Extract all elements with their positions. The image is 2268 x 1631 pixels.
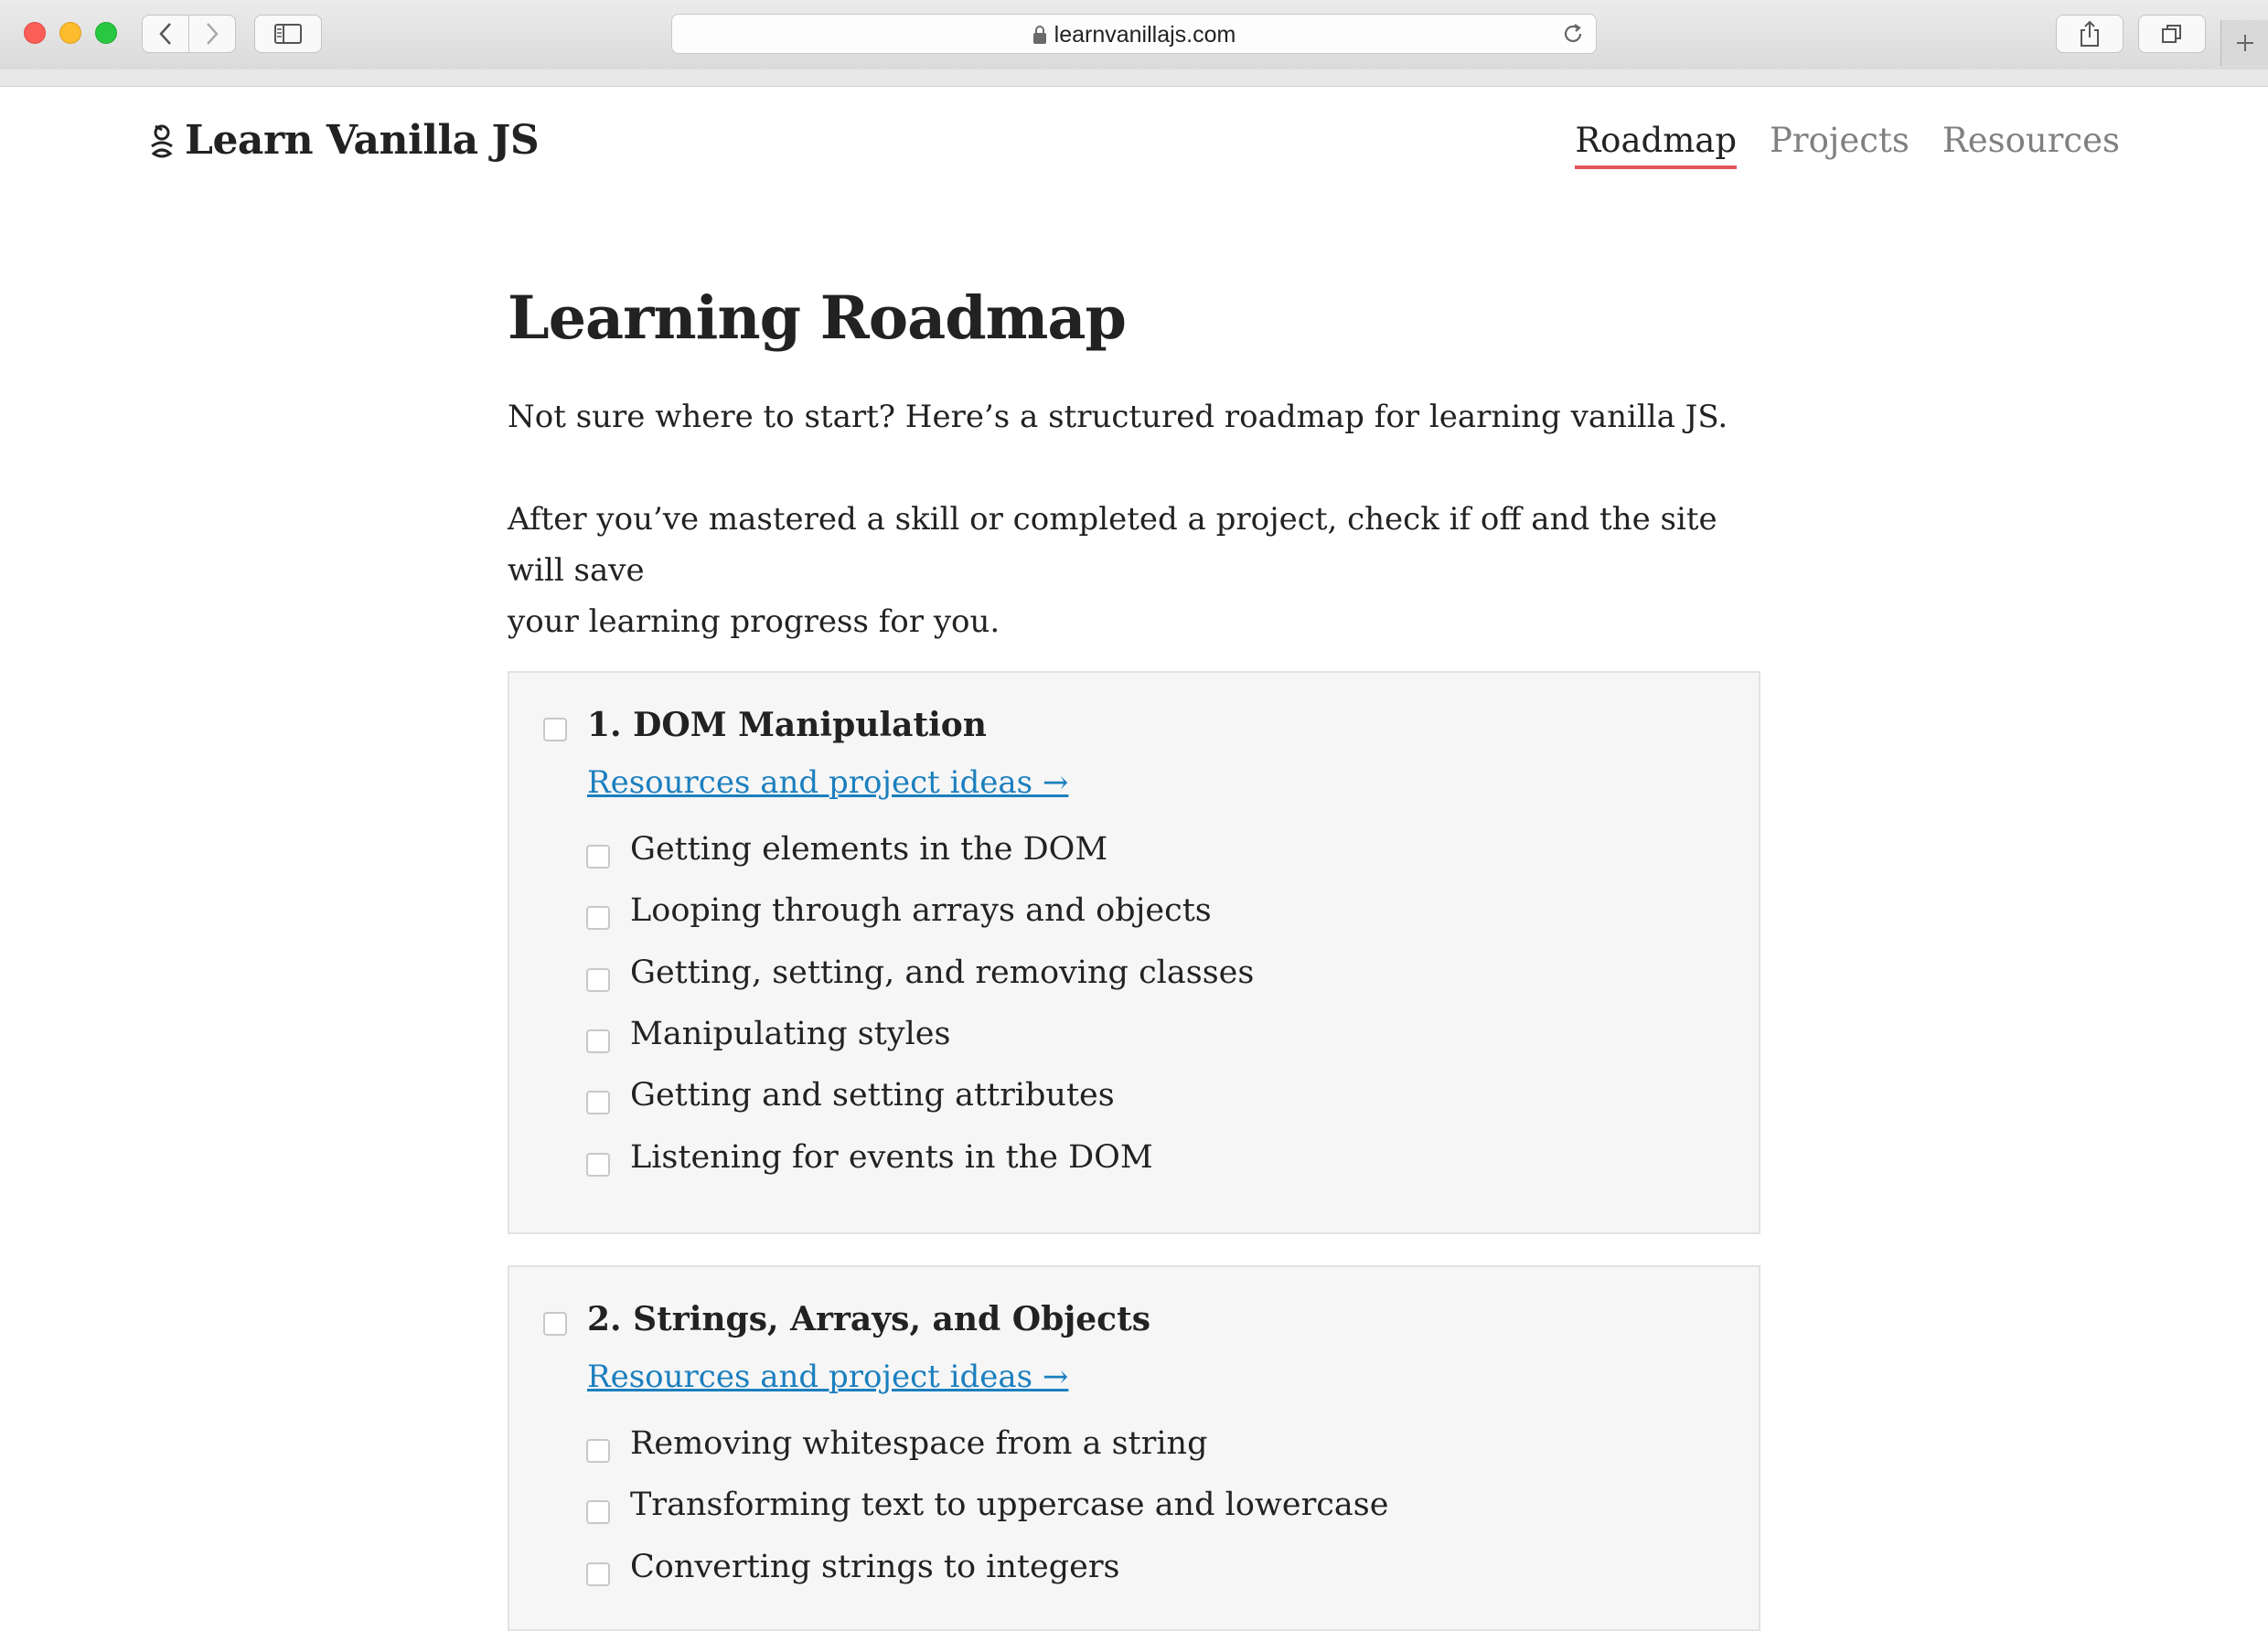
share-icon [2078, 20, 2102, 48]
section-title: 1. DOM Manipulation [587, 706, 987, 744]
list-item: Listening for events in the DOM [630, 1139, 1153, 1176]
reload-icon[interactable] [1561, 22, 1585, 46]
item-checkbox[interactable] [586, 1153, 610, 1177]
resources-link[interactable]: Resources and project ideas → [587, 1359, 1069, 1395]
close-window-button[interactable] [24, 22, 46, 44]
page-title: Learning Roadmap [508, 283, 1126, 353]
back-button[interactable] [142, 15, 189, 53]
item-checkbox[interactable] [586, 1500, 610, 1524]
list-item: Converting strings to integers [630, 1549, 1120, 1585]
tabs-icon [2160, 22, 2184, 46]
show-tabs-button[interactable] [2138, 15, 2206, 53]
vanilla-flower-icon [146, 123, 177, 159]
toolbar-divider [0, 69, 2268, 87]
instructions-line-2: your learning progress for you. [508, 603, 1000, 640]
section-checkbox[interactable] [543, 1312, 567, 1336]
section-title: 2. Strings, Arrays, and Objects [587, 1300, 1150, 1338]
lock-icon [1032, 25, 1047, 45]
item-checkbox[interactable] [586, 845, 610, 869]
section-card [508, 671, 1760, 1234]
sidebar-toggle-button[interactable] [254, 15, 322, 53]
new-tab-button[interactable] [2220, 20, 2268, 66]
plus-icon [2234, 32, 2256, 54]
item-checkbox[interactable] [586, 1439, 610, 1463]
address-bar[interactable] [671, 14, 1597, 54]
resources-link[interactable]: Resources and project ideas → [587, 764, 1069, 801]
instructions-line-1: After you’ve mastered a skill or completed a project, check if off and the site will save [508, 501, 1717, 589]
item-checkbox[interactable] [586, 1562, 610, 1586]
sidebar-icon [273, 23, 303, 45]
list-item: Getting elements in the DOM [630, 831, 1108, 868]
list-item: Manipulating styles [630, 1016, 951, 1052]
section-checkbox[interactable] [543, 718, 567, 741]
chevron-left-icon [157, 22, 174, 46]
list-item: Getting and setting attributes [630, 1077, 1115, 1114]
item-checkbox[interactable] [586, 1029, 610, 1053]
forward-button[interactable] [188, 15, 236, 53]
item-checkbox[interactable] [586, 1091, 610, 1114]
nav-resources[interactable]: Resources [1942, 121, 2120, 160]
site-title: Learn Vanilla JS [185, 117, 540, 164]
share-button[interactable] [2056, 15, 2124, 53]
item-checkbox[interactable] [586, 906, 610, 930]
zoom-window-button[interactable] [95, 22, 117, 44]
site-logo[interactable] [146, 117, 539, 164]
minimize-window-button[interactable] [59, 22, 81, 44]
chevron-right-icon [204, 22, 220, 46]
main-nav [1575, 121, 2120, 169]
main-content [508, 283, 1760, 647]
list-item: Getting, setting, and removing classes [630, 954, 1255, 991]
list-item: Looping through arrays and objects [630, 892, 1212, 929]
url-text: learnvanillajs.com [1054, 22, 1236, 48]
nav-roadmap[interactable]: Roadmap [1575, 121, 1737, 169]
intro-text: Not sure where to start? Here’s a structured roadmap for learning vanilla JS. [508, 399, 1728, 435]
list-item: Removing whitespace from a string [630, 1425, 1208, 1462]
instructions-text [508, 494, 1760, 647]
list-item: Transforming text to uppercase and lowercase [630, 1487, 1389, 1523]
nav-projects[interactable]: Projects [1770, 121, 1910, 160]
section-card [508, 1265, 1760, 1631]
item-checkbox[interactable] [586, 968, 610, 992]
